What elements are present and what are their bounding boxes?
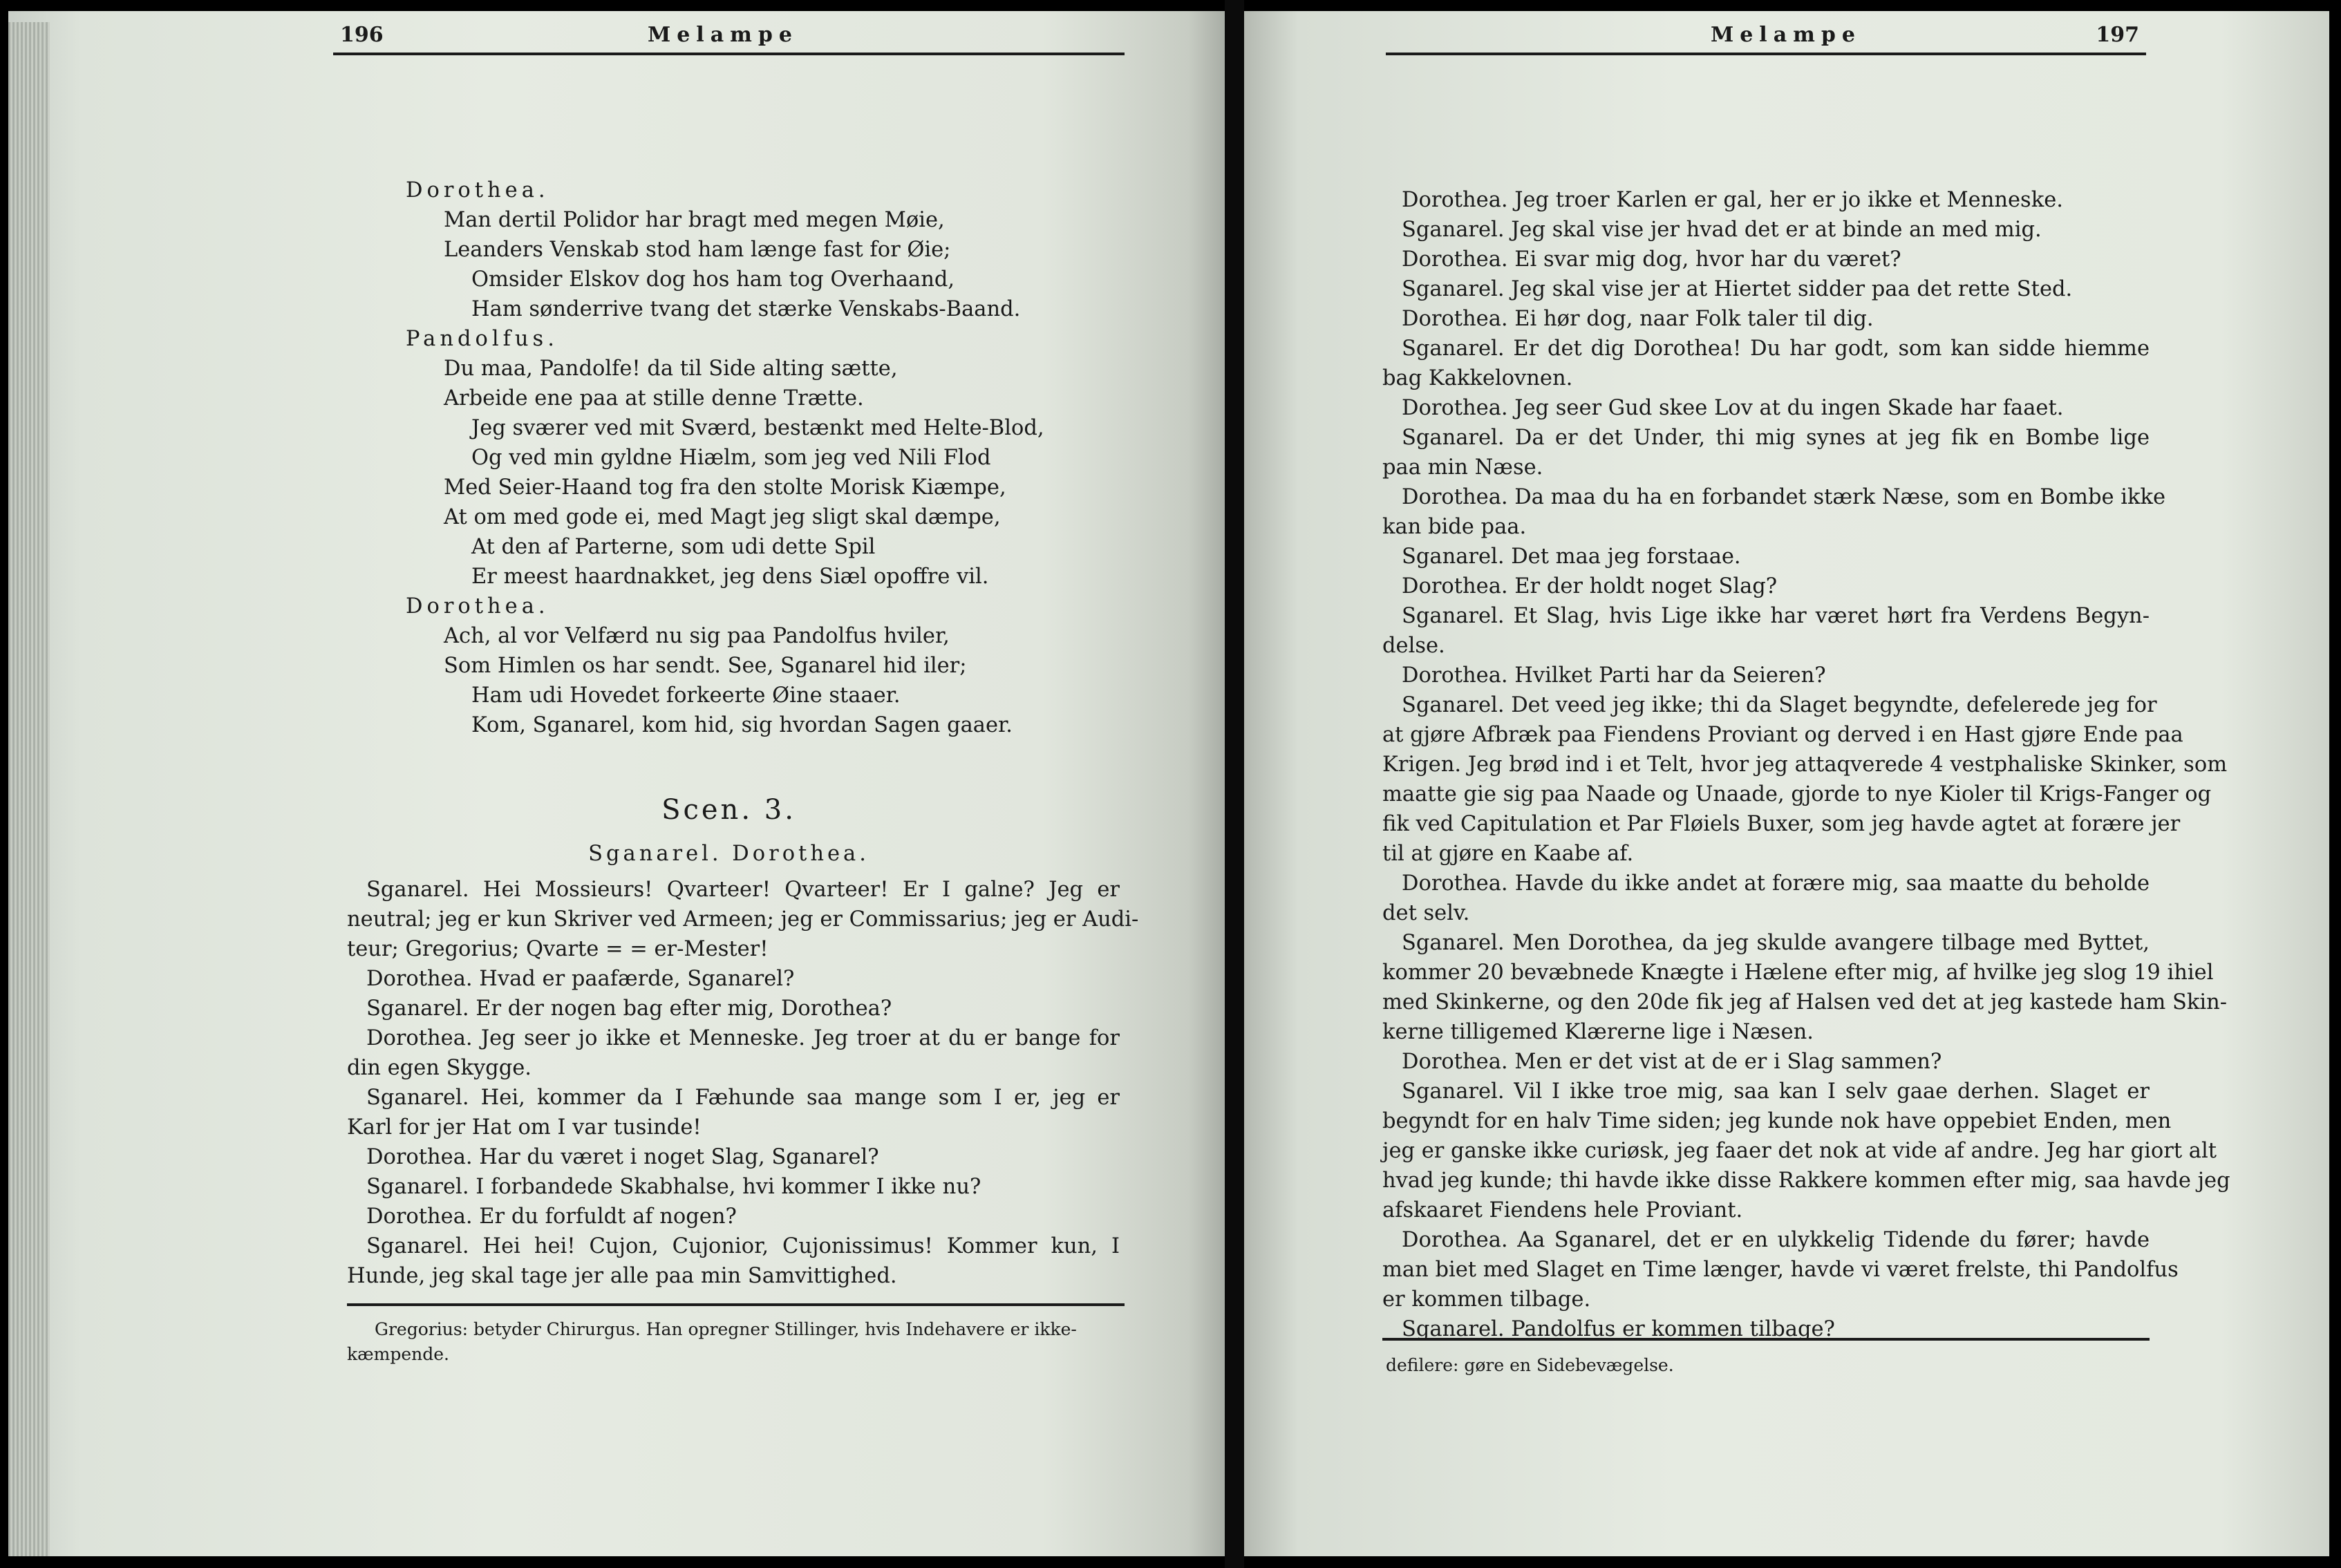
dialogue-line: Sganarel. Et Slag, hvis Lige ikke har været hørt fra Verdens Begyn- — [1402, 604, 2150, 628]
dialogue-line: Dorothea. Er der holdt noget Slag? — [1402, 574, 1778, 598]
verse-line: At den af Parterne, som udi dette Spil — [471, 535, 876, 559]
dialogue-line: er kommen tilbage. — [1382, 1287, 1591, 1312]
dialogue-line: Dorothea. Jeg seer Gud skee Lov at du ingen Skade har faaet. — [1402, 396, 2064, 420]
dialogue-line: det selv. — [1382, 901, 1470, 925]
verse-line: Og ved min gyldne Hiælm, som jeg ved Nili Flod — [471, 446, 991, 470]
dialogue-line: man biet med Slaget en Time længer, havde vi været frelste, thi Pandolfus — [1382, 1258, 2179, 1282]
dialogue-line: Sganarel. I forbandede Skabhalse, hvi kommer I ikke nu? — [366, 1175, 981, 1199]
dialogue-line: Sganarel. Hei hei! Cujon, Cujonior, Cujonissimus! Kommer kun, I — [366, 1234, 1120, 1258]
verse-line: Omsider Elskov dog hos ham tog Overhaand, — [471, 267, 955, 292]
right-page — [1244, 11, 2329, 1556]
dialogue-line: Dorothea. Jeg seer jo ikke et Menneske. Jeg troer at du er bange for — [366, 1026, 1120, 1050]
verse-line: At om med gode ei, med Magt jeg sligt skal dæmpe, — [444, 505, 1001, 529]
verse-line: Er meest haardnakket, jeg dens Siæl opoffre vil. — [471, 565, 989, 589]
dialogue-line: din egen Skygge. — [347, 1056, 532, 1080]
dialogue-line: Sganarel. Jeg skal vise jer at Hiertet sidder paa det rette Sted. — [1402, 277, 2073, 301]
footnote — [347, 1317, 1077, 1367]
dialogue-block — [347, 875, 1139, 1291]
dialogue-line: Sganarel. Men Dorothea, da jeg skulde avangere tilbage med Byttet, — [1402, 931, 2150, 955]
scene-persons: Sganarel. Dorothea. — [588, 842, 869, 866]
left-page — [8, 11, 1225, 1556]
dialogue-line: Dorothea. Har du været i noget Slag, Sganarel? — [366, 1145, 879, 1169]
footnote-line: Gregorius: betyder Chirurgus. Han opregner Stillinger, hvis Indehavere er ikke- — [375, 1319, 1077, 1339]
dialogue-line: Sganarel. Hei Mossieurs! Qvarteer! Qvarteer! Er I galne? Jeg er — [366, 878, 1120, 902]
speaker-label: Dorothea. — [406, 178, 549, 202]
dialogue-line: Dorothea. Men er det vist at de er i Slag sammen? — [1402, 1050, 1942, 1074]
dialogue-line: paa min Næse. — [1382, 455, 1543, 480]
book-gutter — [1225, 0, 1244, 1568]
dialogue-line: Sganarel. Jeg skal vise jer hvad det er at binde an med mig. — [1402, 218, 2042, 242]
running-title: Melampe — [1711, 23, 1861, 47]
verse-line: Med Seier-Haand tog fra den stolte Morisk Kiæmpe, — [444, 475, 1006, 500]
verse-line: Ham udi Hovedet forkeerte Øine staaer. — [471, 683, 901, 708]
left-page-header — [333, 11, 1125, 55]
dialogue-line: kommer 20 bevæbnede Knægte i Hælene efter mig, af hvilke jeg slog 19 ihiel — [1382, 961, 2214, 985]
dialogue-line: afskaaret Fiendens hele Proviant. — [1382, 1198, 1743, 1222]
footnote-rule — [1382, 1338, 2150, 1341]
dialogue-line: Dorothea. Jeg troer Karlen er gal, her er jo ikke et Menneske. — [1402, 188, 2063, 212]
dialogue-line: teur; Gregorius; Qvarte = = er-Mester! — [347, 937, 769, 961]
page-number: 197 — [2096, 23, 2139, 47]
speaker-label: Pandolfus. — [406, 327, 558, 351]
dialogue-line: Dorothea. Da maa du ha en forbandet stærk Næse, som en Bombe ikke — [1402, 485, 2166, 509]
dialogue-line: Dorothea. Er du forfuldt af nogen? — [366, 1205, 737, 1229]
dialogue-line: Sganarel. Pandolfus er kommen tilbage? — [1402, 1317, 1835, 1341]
dialogue-line: Krigen. Jeg brød ind i et Telt, hvor jeg attaqverede 4 vestphaliske Skinker, som — [1382, 753, 2228, 777]
dialogue-line: maatte gie sig paa Naade og Unaade, gjorde to nye Kioler til Krigs-Fanger og — [1382, 782, 2212, 806]
dialogue-line: Sganarel. Da er det Under, thi mig synes at jeg fik en Bombe lige — [1402, 426, 2150, 450]
verse-line: Du maa, Pandolfe! da til Side alting sætte, — [444, 357, 898, 381]
dialogue-line: Sganarel. Er der nogen bag efter mig, Dorothea? — [366, 996, 892, 1021]
footnote-line: defilere: gøre en Sidebevægelse. — [1386, 1355, 1674, 1375]
verse-line: Leanders Venskab stod ham længe fast for Øie; — [444, 238, 951, 262]
dialogue-line: bag Kakkelovnen. — [1382, 366, 1573, 390]
dialogue-line: Dorothea. Ei hør dog, naar Folk taler til dig. — [1402, 307, 1874, 331]
dialogue-line: med Skinkerne, og den 20de fik jeg af Halsen ved det at jeg kastede ham Skin- — [1382, 990, 2228, 1014]
dialogue-line: begyndt for en halv Time siden; jeg kunde nok have oppebiet Enden, men — [1382, 1109, 2172, 1133]
footnote — [1386, 1353, 1674, 1378]
dialogue-line: Dorothea. Havde du ikke andet at forære mig, saa maatte du beholde — [1402, 871, 2150, 896]
dialogue-line: Dorothea. Hvad er paafærde, Sganarel? — [366, 967, 795, 991]
dialogue-line: Dorothea. Ei svar mig dog, hvor har du været? — [1402, 247, 1901, 272]
dialogue-line: neutral; jeg er kun Skriver ved Armeen; jeg er Commissarius; jeg er Audi- — [347, 907, 1139, 932]
verse-line: Jeg sværer ved mit Sværd, bestænkt med Helte-Blod, — [471, 416, 1044, 440]
page-fore-edge — [8, 22, 50, 1556]
dialogue-line: kerne tilligemed Klærerne lige i Næsen. — [1382, 1020, 1814, 1044]
verse-line: Ham sønderrive tvang det stærke Venskabs-Baand. — [471, 297, 1021, 321]
right-page-header — [1386, 11, 2146, 55]
dialogue-block — [1382, 185, 2230, 1344]
dialogue-line: hvad jeg kunde; thi havde ikke disse Rakkere kommen efter mig, saa havde jeg — [1382, 1169, 2230, 1193]
running-title: Melampe — [648, 23, 798, 47]
dialogue-line: Karl for jer Hat om I var tusinde! — [347, 1115, 702, 1140]
page-number: 196 — [340, 23, 384, 47]
dialogue-line: Dorothea. Hvilket Parti har da Seieren? — [1402, 663, 1826, 688]
verse-line: Som Himlen os har sendt. See, Sganarel hid iler; — [444, 654, 967, 678]
dialogue-line: kan bide paa. — [1382, 515, 1527, 539]
dialogue-line: Sganarel. Vil I ikke troe mig, saa kan I selv gaae derhen. Slaget er — [1402, 1079, 2150, 1104]
scene-title: Scen. 3. — [661, 794, 796, 826]
dialogue-line: jeg er ganske ikke curiøsk, jeg faaer det nok at vide af andre. Jeg har giort alt — [1382, 1139, 2217, 1163]
dialogue-line: Dorothea. Aa Sganarel, det er en ulykkelig Tidende du fører; havde — [1402, 1228, 2150, 1252]
speaker-label: Dorothea. — [406, 594, 549, 618]
dialogue-line: Sganarel. Det veed jeg ikke; thi da Slaget begyndte, defelerede jeg for — [1402, 693, 2157, 717]
dialogue-line: Hunde, jeg skal tage jer alle paa min Samvittighed. — [347, 1264, 897, 1288]
verse-line: Man dertil Polidor har bragt med megen Møie, — [444, 208, 945, 232]
dialogue-line: Sganarel. Hei, kommer da I Fæhunde saa mange som I er, jeg er — [366, 1086, 1120, 1110]
dialogue-line: til at gjøre en Kaabe af. — [1382, 842, 1634, 866]
verse-line: Kom, Sganarel, kom hid, sig hvordan Sagen gaaer. — [471, 713, 1013, 737]
verse-line: Arbeide ene paa at stille denne Trætte. — [444, 386, 864, 410]
verse-line: Ach, al vor Velfærd nu sig paa Pandolfus hviler, — [444, 624, 950, 648]
footnote-line: kæmpende. — [347, 1344, 449, 1364]
dialogue-line: at gjøre Afbræk paa Fiendens Proviant og derved i en Hast gjøre Ende paa — [1382, 723, 2183, 747]
verse-block — [406, 176, 1044, 740]
dialogue-line: Sganarel. Det maa jeg forstaae. — [1402, 545, 1741, 569]
dialogue-line: Sganarel. Er det dig Dorothea! Du har godt, som kan sidde hiemme — [1402, 337, 2150, 361]
dialogue-line: fik ved Capitulation et Par Fløiels Buxer, som jeg havde agtet at forære jer — [1382, 812, 2181, 836]
footnote-rule — [347, 1303, 1125, 1306]
dialogue-line: delse. — [1382, 634, 1445, 658]
